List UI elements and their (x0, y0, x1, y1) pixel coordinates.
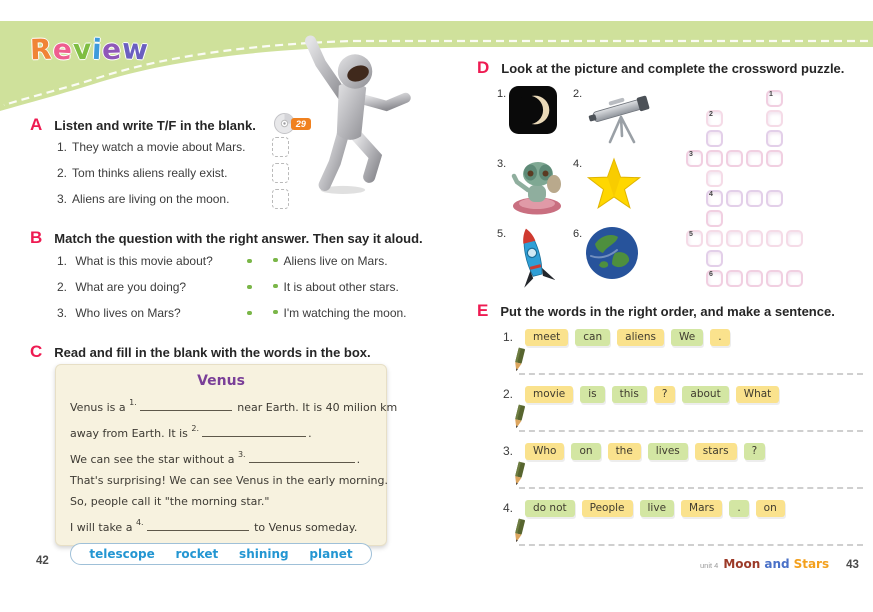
book-title (723, 557, 829, 571)
item-text: They watch a movie about Mars. (72, 140, 246, 154)
picture-number: 4. (573, 158, 583, 170)
audio-cd-icon (274, 113, 311, 134)
picture-item (497, 86, 573, 146)
question-text: 2. What are you doing? (57, 280, 187, 294)
word-chip: this (612, 386, 647, 403)
match-row (57, 300, 417, 326)
reading-card (55, 364, 398, 561)
listen-item (57, 186, 289, 212)
section-letter: B (30, 228, 43, 247)
word-chip: . (729, 500, 748, 517)
section-a-heading (30, 109, 311, 135)
crossword-cell[interactable] (726, 150, 743, 167)
section-title: Put the words in the right order, and make a sentence. (500, 304, 835, 319)
crossword-cell[interactable] (706, 250, 723, 267)
crossword-clue-number: 2 (709, 111, 713, 118)
match-dot[interactable] (273, 310, 278, 315)
word-chip: Who (525, 443, 564, 460)
crossword-cell[interactable] (706, 210, 723, 227)
crossword-cell[interactable] (746, 270, 763, 287)
crossword-cell[interactable] (706, 110, 723, 127)
word-chip-row (503, 327, 865, 347)
word-chip: live (640, 500, 675, 517)
word-chip: about (682, 386, 728, 403)
item-number: 1. (503, 330, 514, 344)
right-page-footer (700, 557, 859, 571)
review-letter: i (90, 32, 104, 67)
item-text: Aliens are living on the moon. (72, 192, 230, 206)
section-letter: C (30, 342, 43, 361)
crossword-cell[interactable] (706, 230, 723, 247)
word-chip: is (580, 386, 604, 403)
crossword-cell[interactable] (686, 150, 703, 167)
sentence-exercises (503, 327, 865, 555)
item-number: 1. (57, 254, 68, 268)
tf-answer-box[interactable] (272, 137, 289, 157)
word-chip: can (575, 329, 610, 346)
earth-icon (585, 226, 639, 285)
crossword-cell[interactable] (746, 190, 763, 207)
crossword-cell[interactable] (706, 270, 723, 287)
picture-item (573, 86, 657, 146)
review-letter: w (121, 32, 151, 67)
crossword-clue-number: 1 (769, 91, 773, 98)
sentence-exercise (503, 327, 865, 384)
review-letter: e (51, 32, 74, 67)
section-title: Read and fill in the blank with the words in the box. (54, 345, 371, 360)
listen-items (57, 134, 289, 212)
match-rows (57, 248, 417, 326)
word-chip: stars (695, 443, 737, 460)
match-row (57, 274, 417, 300)
answer-line[interactable] (519, 430, 863, 432)
picture-number: 6. (573, 228, 583, 240)
word-bank (70, 543, 372, 565)
crossword-cell[interactable] (786, 230, 803, 247)
passage-line: Venus is a $^{1.}$ near Earth. It is 40 milion km (70, 398, 398, 414)
item-text: Tom thinks aliens really exist. (72, 166, 228, 180)
item-number: 2. (57, 166, 68, 180)
word-bank-item: shining (239, 547, 289, 561)
answer-line[interactable] (519, 373, 863, 375)
item-number: 2. (503, 387, 514, 401)
item-number: 3. (503, 444, 514, 458)
book-title-word: Moon (723, 557, 761, 571)
crossword-cell[interactable] (706, 150, 723, 167)
match-dot[interactable] (247, 259, 252, 264)
moon-icon (509, 86, 557, 139)
picture-number: 1. (497, 88, 507, 100)
section-b-heading (30, 228, 423, 248)
section-letter: D (477, 58, 490, 77)
item-number: 4. (503, 501, 514, 515)
crossword-cell[interactable] (726, 230, 743, 247)
review-letter: v (71, 32, 93, 67)
blank-number: 1. (129, 398, 137, 407)
book-title-word: and (764, 557, 790, 571)
word-bank-item: planet (309, 547, 353, 561)
crossword-pictures (497, 86, 657, 286)
section-c-heading (30, 342, 371, 362)
word-bank-item: rocket (175, 547, 219, 561)
picture-item (573, 226, 657, 286)
picture-number: 2. (573, 88, 583, 100)
crossword-cell[interactable] (726, 190, 743, 207)
crossword-clue-number: 3 (689, 151, 693, 158)
word-chip: . (710, 329, 729, 346)
picture-item (497, 156, 573, 216)
match-row (57, 248, 417, 274)
star-icon (585, 156, 643, 216)
sentence-exercise (503, 384, 865, 441)
unit-label: unit 4 (700, 561, 719, 570)
answer-area (503, 349, 865, 375)
section-e-heading (477, 301, 835, 321)
review-letter: e (101, 32, 124, 67)
word-chip: ? (654, 386, 676, 403)
passage-line: away from Earth. It is $^{2.}$ . (70, 424, 312, 440)
crossword-clue-number: 5 (689, 231, 693, 238)
book-title-word: Stars (793, 557, 830, 571)
fill-blank[interactable] (202, 425, 306, 437)
section-letter: E (477, 301, 489, 320)
picture-number: 5. (497, 228, 507, 240)
picture-item (573, 156, 657, 216)
word-chip: We (671, 329, 703, 346)
blank-number: 2. (191, 424, 200, 433)
passage-line: We can see the star without a $^{3.}$ . (70, 450, 361, 466)
word-chip: lives (648, 443, 688, 460)
item-number: 3. (57, 306, 68, 320)
crossword-cell[interactable] (786, 270, 803, 287)
answer-text: Aliens live on Mars. (273, 254, 417, 268)
word-bank-item: telescope (89, 547, 155, 561)
sentence-exercise (503, 498, 865, 555)
word-chip: movie (525, 386, 573, 403)
word-chip: do not (525, 500, 575, 517)
match-dot[interactable] (247, 285, 252, 290)
word-chip-row (503, 498, 865, 518)
telescope-icon (585, 86, 655, 149)
word-chip: What (736, 386, 780, 403)
section-title: Look at the picture and complete the crossword puzzle. (501, 61, 845, 76)
review-letter: R (29, 32, 54, 67)
word-chip: meet (525, 329, 568, 346)
crossword-cell[interactable] (686, 230, 703, 247)
section-d-heading (477, 58, 844, 78)
match-dot[interactable] (273, 258, 278, 263)
word-chip: on (756, 500, 785, 517)
listen-item (57, 160, 289, 186)
tf-answer-box[interactable] (272, 189, 289, 209)
picture-item (497, 226, 573, 286)
sentence-exercise (503, 441, 865, 498)
fill-blank[interactable] (140, 399, 232, 411)
answer-text: I'm watching the moon. (273, 306, 417, 320)
section-title: Match the question with the right answer. Then say it aloud. (54, 231, 423, 246)
word-chip: the (608, 443, 641, 460)
audio-track-badge: 29 (291, 118, 311, 130)
blank-number: 4. (135, 518, 144, 527)
item-number: 2. (57, 280, 68, 294)
fill-blank[interactable] (147, 519, 249, 531)
passage-line: That's surprising! We can see Venus in the early morning. (70, 474, 388, 487)
picture-number: 3. (497, 158, 507, 170)
crossword-cell[interactable] (766, 90, 783, 107)
crossword-cell[interactable] (706, 170, 723, 187)
crossword-cell[interactable] (706, 190, 723, 207)
crossword-cell[interactable] (766, 270, 783, 287)
crossword-cell[interactable] (746, 230, 763, 247)
answer-line[interactable] (519, 487, 863, 489)
word-chip-row (503, 441, 865, 461)
crossword-cell[interactable] (766, 110, 783, 127)
crossword-cell[interactable] (726, 270, 743, 287)
crossword-cell[interactable] (766, 130, 783, 147)
question-text: 1. What is this movie about? (57, 254, 213, 268)
answer-line[interactable] (519, 544, 863, 546)
answer-area (503, 406, 865, 432)
section-letter: A (30, 115, 43, 134)
question-text: 3. Who lives on Mars? (57, 306, 181, 320)
crossword-clue-number: 4 (709, 191, 713, 198)
crossword-cell[interactable] (766, 190, 783, 207)
fill-blank[interactable] (249, 451, 355, 463)
rocket-icon (509, 226, 555, 293)
word-chip: ? (744, 443, 766, 460)
item-number: 1. (57, 140, 68, 154)
word-chip: People (582, 500, 633, 517)
reading-card-title: Venus (197, 373, 245, 389)
crossword-cell[interactable] (706, 130, 723, 147)
section-title: Listen and write T/F in the blank. (54, 118, 256, 133)
crossword-cell[interactable] (766, 230, 783, 247)
passage-line: I will take a $^{4.}$ to Venus someday. (70, 518, 358, 534)
word-chip: on (571, 443, 600, 460)
passage-line: So, people call it "the morning star." (70, 495, 270, 508)
word-chip-row (503, 384, 865, 404)
word-chip: Mars (681, 500, 722, 517)
word-chip: aliens (617, 329, 664, 346)
item-number: 3. (57, 192, 68, 206)
page-title (30, 33, 149, 66)
answer-text: It is about other stars. (273, 280, 417, 294)
left-page-number: 42 (36, 555, 49, 567)
match-dot[interactable] (247, 311, 252, 316)
alien-icon (509, 156, 565, 221)
tf-answer-box[interactable] (272, 163, 289, 183)
match-dot[interactable] (273, 284, 278, 289)
crossword-cell[interactable] (746, 150, 763, 167)
answer-area (503, 520, 865, 546)
right-page-number: 43 (846, 559, 859, 571)
answer-area (503, 463, 865, 489)
listen-item (57, 134, 289, 160)
blank-number: 3. (237, 450, 246, 459)
crossword-grid (686, 90, 803, 287)
crossword-clue-number: 6 (709, 271, 713, 278)
reading-passage (70, 392, 398, 538)
crossword-cell[interactable] (766, 150, 783, 167)
